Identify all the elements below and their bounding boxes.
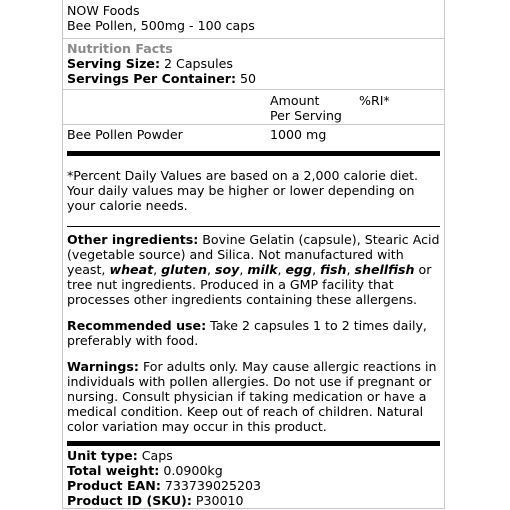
warnings — [63, 359, 444, 434]
recommended-use — [63, 318, 444, 348]
weight-value: 0.0900kg — [159, 463, 223, 478]
warnings-label: Warnings: — [67, 359, 139, 374]
allergen-soy: soy — [214, 262, 240, 277]
product-header — [63, 3, 444, 33]
product-name: Bee Pollen, 500mg - 100 caps — [67, 18, 255, 33]
total-weight — [67, 463, 440, 478]
divider — [63, 89, 444, 90]
amount-header-line1: Amount — [270, 93, 320, 108]
thick-rule — [67, 151, 440, 156]
daily-values-footnote: *Percent Daily Values are based on a 2,000 calorie diet. Your daily values may be higher or lower depending on your calorie needs. — [67, 168, 419, 213]
table-header — [63, 93, 444, 123]
thick-rule — [67, 441, 440, 446]
amount-header-line2: Per Serving — [270, 108, 342, 123]
other-ingredients: Other ingredients: Bovine Gelatin (capsule), Stearic Acid (vegetable source) and Silica. Not manufactured with yeast, wheat, gluten, soy, milk, egg, fish, shellfish or tree nut ingredients. Produced in a GMP facility that processes other ingredients containing these allergens. — [67, 232, 440, 307]
facts-title: Nutrition Facts — [67, 41, 173, 56]
ingredient-amount: 1000 mg — [270, 127, 327, 142]
product-details — [63, 448, 444, 508]
product-ean — [67, 478, 440, 493]
allergen-gluten: gluten — [161, 262, 207, 277]
allergen-shellfish: shellfish — [354, 262, 415, 277]
brand-name: NOW Foods — [67, 3, 140, 18]
serving-size — [67, 56, 440, 71]
recommended-label: Recommended use: — [67, 318, 207, 333]
divider — [63, 38, 444, 39]
allergen-wheat: wheat — [109, 262, 154, 277]
servings-value: 50 — [236, 71, 257, 86]
unit-type-value: Caps — [137, 448, 173, 463]
ingredients-label: Other ingredients: — [67, 232, 199, 247]
allergen-egg: egg — [285, 262, 313, 277]
allergen-milk: milk — [247, 262, 278, 277]
serving-size-label: Serving Size: — [67, 56, 161, 71]
serving-size-value: 2 Capsules — [160, 56, 233, 71]
recommended-text: Take 2 capsules 1 to 2 times daily, preferably with food. — [67, 318, 427, 348]
unit-type-label: Unit type: — [67, 448, 138, 463]
sku-label: Product ID (SKU): — [67, 493, 192, 508]
ingredients-text-2: or tree nut ingredients. Produced in a GMP facility that processes other ingredients containing these allergens. — [67, 262, 432, 307]
warnings-text: For adults only. May cause allergic reactions in individuals with pollen allergies. Do not use if pregnant or nursing. Consult physician if taking medication or have a medical condition. Keep out of reach of children. Natural color variation may occur in this product. — [67, 359, 437, 434]
product-sku — [67, 493, 440, 508]
allergen-fish: fish — [320, 262, 347, 277]
table-row — [63, 127, 444, 143]
ingredient-name: Bee Pollen Powder — [67, 127, 183, 142]
ri-header: %RI* — [359, 93, 390, 108]
nutrition-label-panel — [62, 0, 445, 509]
ean-value: 733739025203 — [160, 478, 262, 493]
ingredients-text-1: Bovine Gelatin (capsule), Stearic Acid (vegetable source) and Silica. Not manufactured with yeast, — [67, 232, 440, 277]
sku-value: P30010 — [191, 493, 244, 508]
unit-type — [67, 448, 440, 463]
rule — [67, 226, 440, 227]
nutrition-facts — [63, 41, 444, 86]
divider — [63, 124, 444, 125]
weight-label: Total weight: — [67, 463, 160, 478]
servings-label: Servings Per Container: — [67, 71, 237, 86]
servings-per-container — [67, 71, 440, 86]
ean-label: Product EAN: — [67, 478, 161, 493]
amount-header — [270, 93, 342, 123]
